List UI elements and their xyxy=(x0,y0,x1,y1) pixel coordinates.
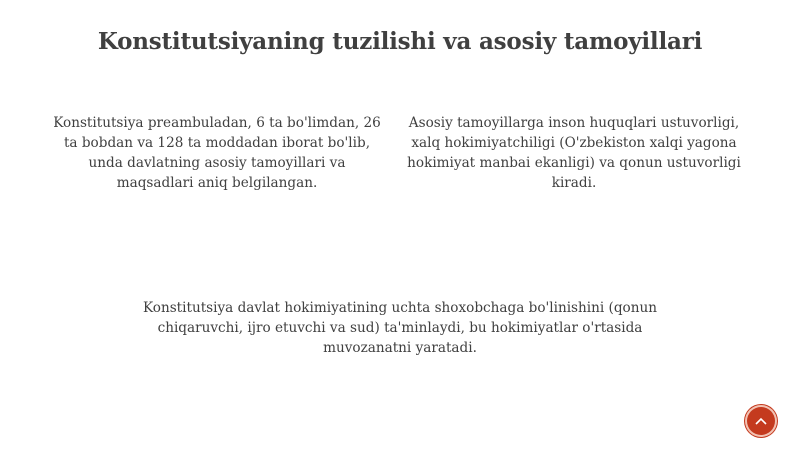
chevron-up-icon xyxy=(755,417,767,425)
scroll-top-button[interactable] xyxy=(747,407,775,435)
slide-title: Konstitutsiyaning tuzilishi va asosiy tamoyillari xyxy=(97,28,703,55)
principles-paragraph: Asosiy tamoyillarga inson huquqlari ustuvorligi, xalq hokimiyatchiligi (O'zbekiston xalqi yagona hokimiyat manbai ekanligi) va qonun ustuvorligi kiradi. xyxy=(407,115,741,191)
separation-of-powers-paragraph: Konstitutsiya davlat hokimiyatining uchta shoxobchaga bo'linishini (qonun chiqaruvchi, ijro etuvchi va sud) ta'minlaydi, bu hokimiyatlar o'rtasida muvozanatni yaratadi. xyxy=(142,300,658,356)
structure-paragraph: Konstitutsiya preambuladan, 6 ta bo'limdan, 26 ta bobdan va 128 ta moddadan iborat bo'lib, unda davlatning asosiy tamoyillari va maqsadlari aniq belgilangan. xyxy=(53,115,381,191)
